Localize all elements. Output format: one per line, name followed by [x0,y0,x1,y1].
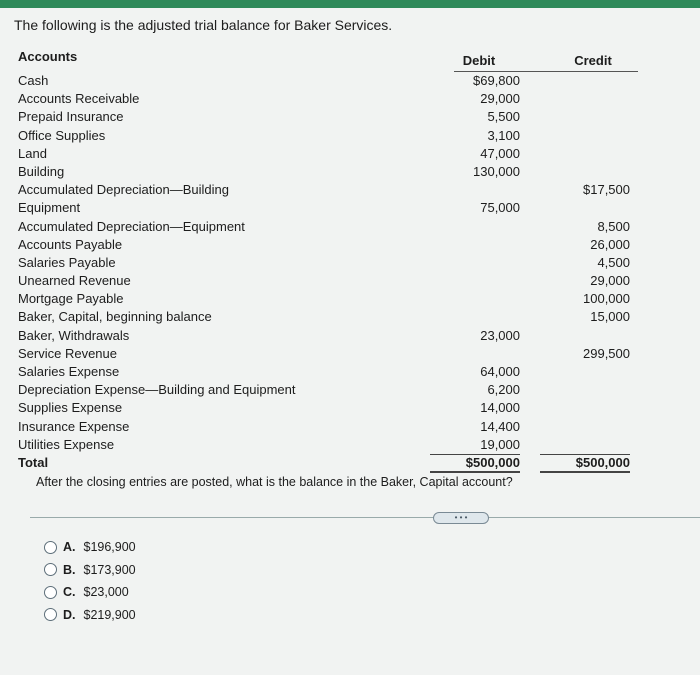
credit-amount: 100,000 [583,291,630,307]
debit-amount: 29,000 [480,91,520,107]
question-text: After the closing entries are posted, what is the balance in the Baker, Capital account? [36,475,513,489]
option-b[interactable] [44,559,136,582]
account-name: Prepaid Insurance [18,109,124,125]
account-name: Supplies Expense [18,400,123,416]
account-name: Accumulated Depreciation—Building [18,182,230,198]
table-row [18,363,638,381]
resize-handle-icon[interactable]: • • • [433,512,489,524]
debit-amount: 19,000 [480,436,520,452]
trial-balance-table [18,46,638,472]
account-name: Accumulated Depreciation—Equipment [18,218,245,234]
table-row [18,181,638,199]
credit-amount: 4,500 [597,254,630,270]
intro-text: The following is the adjusted trial balance for Baker Services. [14,17,393,33]
radio-b-icon[interactable] [44,563,57,576]
debit-amount: 47,000 [480,145,520,161]
table-row [18,327,638,345]
credit-amount: 15,000 [590,309,630,325]
table-row [18,199,638,217]
option-d-letter: D. [63,607,76,622]
option-b-letter: B. [63,562,76,577]
option-b-value: $173,900 [83,562,136,577]
table-row [18,254,638,272]
table-header [18,46,638,72]
debit-amount: 14,000 [480,400,520,416]
table-row [18,345,638,363]
debit-amount: 14,400 [480,418,520,434]
table-row [18,436,638,454]
debit-header: Debit [462,53,496,68]
credit-amount: 299,500 [583,345,630,361]
table-row [18,418,638,436]
debit-amount: 6,200 [487,382,520,398]
answer-options [44,536,136,626]
option-a-value: $196,900 [83,540,136,555]
total-row [18,454,638,472]
account-name: Salaries Expense [18,364,120,379]
option-c[interactable] [44,581,136,604]
account-name: Equipment [18,200,81,216]
account-name: Utilities Expense [18,436,115,452]
account-name: Salaries Payable [18,254,116,270]
table-row [18,381,638,399]
credit-header: Credit [574,53,612,68]
total-debit: $500,000 [430,454,520,473]
option-d[interactable] [44,604,136,627]
account-name: Mortgage Payable [18,291,124,307]
table-row [18,308,638,326]
credit-amount: 8,500 [597,218,630,234]
total-credit: $500,000 [540,454,630,473]
debit-amount: 130,000 [473,163,520,179]
account-name: Unearned Revenue [18,273,131,289]
table-row [18,145,638,163]
divider-line [30,517,700,518]
radio-d-icon[interactable] [44,608,57,621]
account-name: Building [18,163,65,179]
option-a[interactable] [44,536,136,559]
account-name: Insurance Expense [18,418,130,434]
account-name: Office Supplies [18,127,106,143]
table-row [18,399,638,417]
table-row [18,72,638,90]
debit-amount: 5,500 [487,109,520,125]
accounts-header: Accounts [18,49,78,64]
debit-amount: 64,000 [480,364,520,379]
account-name: Baker, Withdrawals [18,327,130,343]
total-label: Total [18,454,49,470]
table-row [18,108,638,126]
credit-amount: 26,000 [590,236,630,252]
table-row [18,218,638,236]
credit-amount: $17,500 [583,182,630,198]
account-name: Accounts Payable [18,236,123,252]
option-a-letter: A. [63,540,76,555]
account-name: Accounts Receivable [18,91,140,107]
table-row [18,290,638,308]
table-row [18,236,638,254]
top-accent-bar [0,0,700,8]
debit-amount: 75,000 [480,200,520,216]
table-row [18,272,638,290]
radio-c-icon[interactable] [44,586,57,599]
radio-a-icon[interactable] [44,541,57,554]
option-d-value: $219,900 [83,607,136,622]
table-body [18,72,638,454]
table-row [18,163,638,181]
account-name: Service Revenue [18,345,117,361]
option-c-value: $23,000 [83,585,129,600]
debit-amount: 23,000 [480,327,520,343]
table-row [18,127,638,145]
account-name: Depreciation Expense—Building and Equipment [18,382,296,398]
debit-amount: $69,800 [473,73,520,88]
table-row [18,90,638,108]
account-name: Cash [18,73,49,88]
debit-amount: 3,100 [487,127,520,143]
option-c-letter: C. [63,585,76,600]
account-name: Land [18,145,47,161]
account-name: Baker, Capital, beginning balance [18,309,212,325]
credit-amount: 29,000 [590,273,630,289]
